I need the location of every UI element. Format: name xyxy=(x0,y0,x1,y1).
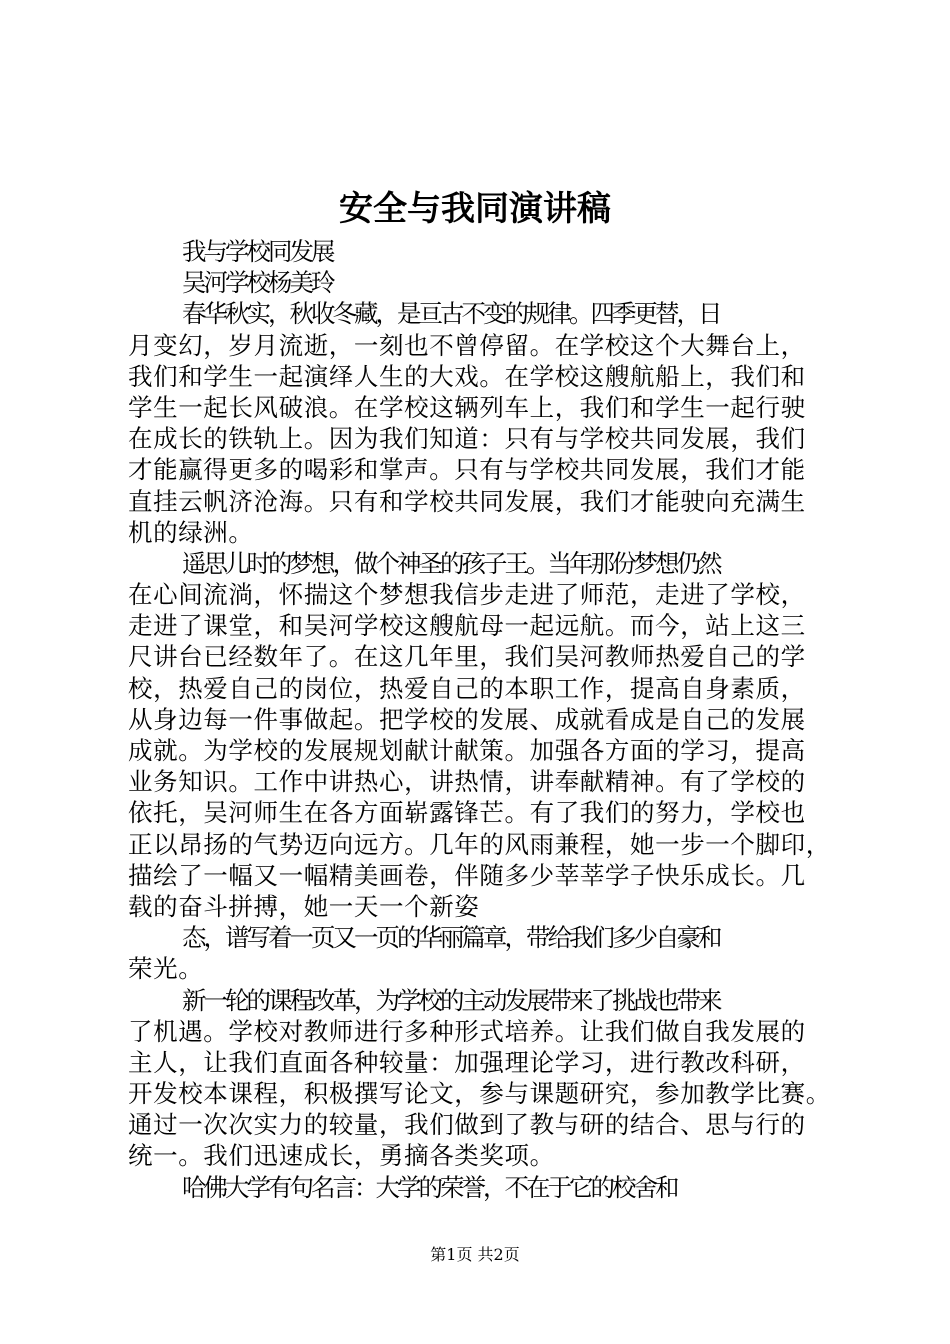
text-line: 直挂云帆济沧海。只有和学校共同发展，我们才能驶向充满生 xyxy=(128,486,806,516)
text-line: 哈佛大学有句名言：大学的荣誉，不在于它的校舍和 xyxy=(182,1172,677,1202)
text-line: 遥思儿时的梦想，做个神圣的孩子王。当年那份梦想仍然 xyxy=(182,548,720,578)
text-line: 态，谱写着一页又一页的华丽篇章，带给我们多少自豪和 xyxy=(182,923,720,953)
text-line: 从身边每一件事做起。把学校的发展、成就看成是自己的发展 xyxy=(128,704,806,734)
text-line: 通过一次次实力的较量，我们做到了教与研的结合、思与行的 xyxy=(128,1110,806,1140)
text-line: 主人，让我们直面各种较量：加强理论学习，进行教改科研， xyxy=(128,1047,806,1077)
text-line: 春华秋实，秋收冬藏，是亘古不变的规律。四季更替，日 xyxy=(182,299,720,329)
text-line: 荣光。 xyxy=(128,954,204,984)
text-line: 在成长的铁轨上。因为我们知道：只有与学校共同发展，我们 xyxy=(128,424,806,454)
text-line: 我与学校同发展 xyxy=(182,237,333,266)
text-line: 才能赢得更多的喝彩和掌声。只有与学校共同发展，我们才能 xyxy=(128,455,806,485)
text-line: 校，热爱自己的岗位，热爱自己的本职工作，提高自身素质， xyxy=(128,673,806,703)
text-line: 业务知识。工作中讲热心，讲热情，讲奉献精神。有了学校的 xyxy=(128,767,806,797)
text-line: 载的奋斗拼搏，她一天一个新姿 xyxy=(128,891,480,921)
document-title: 安全与我同演讲稿 xyxy=(339,189,611,229)
text-line: 描绘了一幅又一幅精美画卷，伴随多少莘莘学子快乐成长。几 xyxy=(128,860,806,890)
text-line: 了机遇。学校对教师进行多种形式培养。让我们做自我发展的 xyxy=(128,1016,806,1046)
page-footer: 第1页 共2页 xyxy=(430,1245,520,1264)
document-body xyxy=(128,236,838,1203)
text-line: 机的绿洲。 xyxy=(128,517,254,547)
text-line: 成就。为学校的发展规划献计献策。加强各方面的学习，提高 xyxy=(128,736,806,765)
text-line: 在心间流淌，怀揣这个梦想我信步走进了师范，走进了学校， xyxy=(128,580,806,610)
text-line: 学生一起长风破浪。在学校这辆列车上，我们和学生一起行驶 xyxy=(128,392,806,422)
text-line: 我们和学生一起演绎人生的大戏。在学校这艘航船上，我们和 xyxy=(128,361,806,391)
text-line: 依托，吴河师生在各方面崭露锋芒。有了我们的努力，学校也 xyxy=(128,798,806,828)
text-line: 开发校本课程，积极撰写论文，参与课题研究，参加教学比赛。 xyxy=(128,1079,831,1109)
text-line: 吴河学校杨美玲 xyxy=(182,268,333,298)
text-line: 月变幻，岁月流逝，一刻也不曾停留。在学校这个大舞台上， xyxy=(128,330,806,360)
text-line: 走进了课堂，和吴河学校这艘航母一起远航。而今，站上这三 xyxy=(128,611,806,641)
text-line: 尺讲台已经数年了。在这几年里，我们吴河教师热爱自己的学 xyxy=(128,642,806,672)
text-line: 正以昂扬的气势迈向远方。几年的风雨兼程，她一步一个脚印， xyxy=(128,829,831,859)
text-line: 统一。我们迅速成长，勇摘各类奖项。 xyxy=(128,1141,555,1171)
text-line: 新一轮的课程改革，为学校的主动发展带来了挑战也带来 xyxy=(182,985,720,1015)
